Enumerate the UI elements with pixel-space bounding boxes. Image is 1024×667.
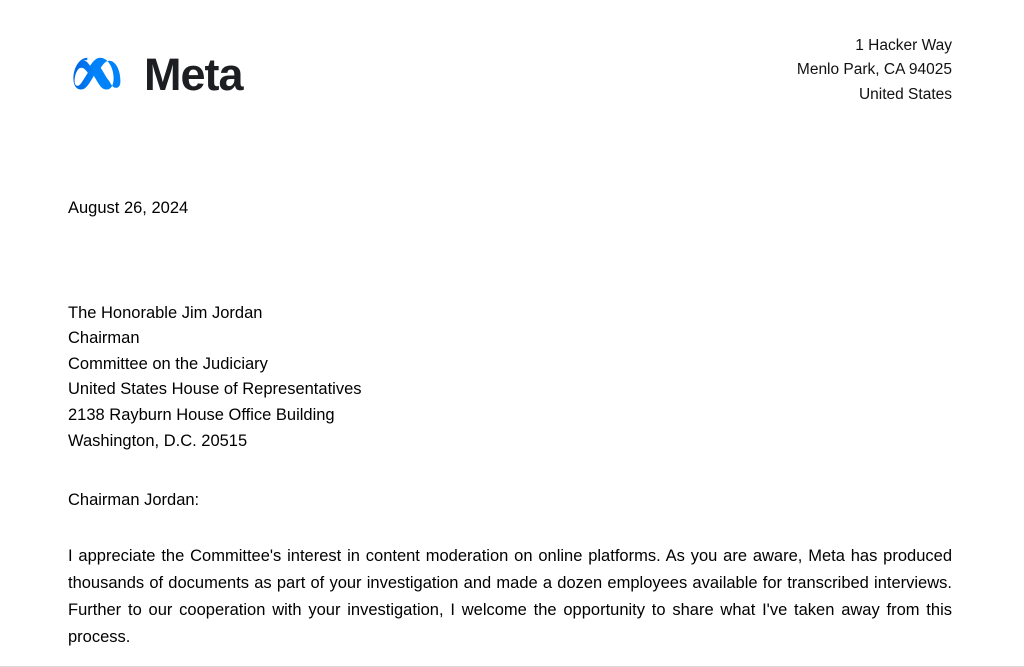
- letter-paragraph: I appreciate the Committee's interest in content moderation on online platforms. As you are aware, Meta has produced thousands of documents as part of your investigation and made a dozen employees available for transcribed interviews. Further to our cooperation with your investigation, I welcome the opportunity to share what I've taken away from this process.: [68, 546, 952, 646]
- address-line: United States: [858, 85, 952, 103]
- brand-logo: [68, 49, 243, 100]
- recipient-line: Washington, D.C. 20515: [68, 431, 248, 450]
- recipient-line: United States House of Representatives: [68, 380, 362, 399]
- address-line: 1 Hacker Way: [855, 37, 952, 54]
- meta-infinity-logo-icon: [68, 55, 130, 95]
- salutation: Chairman Jordan:: [68, 491, 200, 510]
- recipient-line: 2138 Rayburn House Office Building: [68, 406, 335, 424]
- recipient-line: The Honorable Jim Jordan: [68, 303, 263, 322]
- recipient-address: [68, 301, 952, 454]
- address-line: Menlo Park, CA 94025: [796, 61, 952, 79]
- recipient-line: Chairman: [68, 329, 140, 348]
- letter-body: [68, 196, 952, 667]
- letterhead: [0, 34, 1024, 124]
- company-address: [797, 34, 952, 107]
- letter-date: August 26, 2024: [68, 199, 189, 217]
- brand-name: Meta: [144, 49, 243, 100]
- recipient-line: Committee on the Judiciary: [68, 354, 268, 373]
